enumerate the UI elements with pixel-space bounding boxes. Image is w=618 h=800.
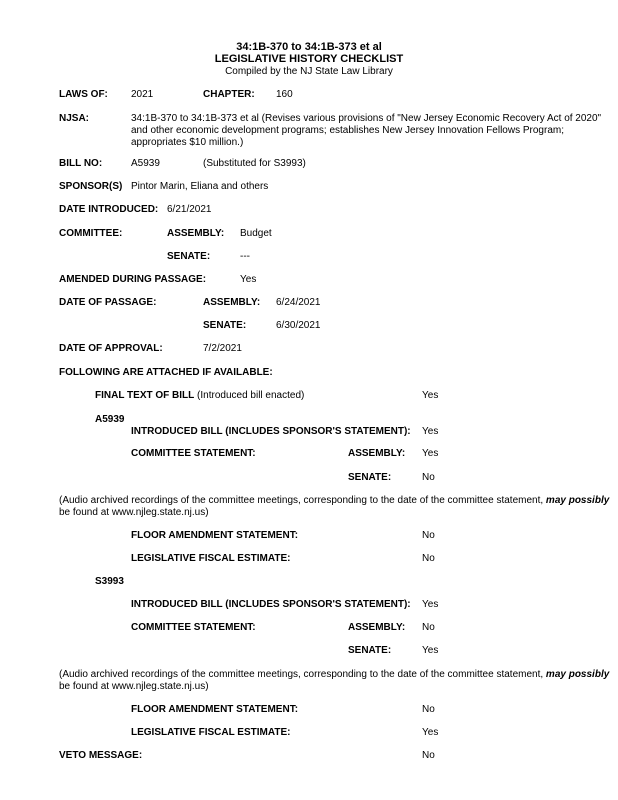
s3993-fiscal-estimate-value: Yes [422,727,439,738]
passage-senate-label: SENATE: [203,320,247,331]
a5939-audio-note-text: (Audio archived recordings of the committee meetings, corresponding to the date of the committee statement, [59,495,544,506]
njsa-description-line1: 34:1B-370 to 34:1B-373 et al (Revises various provisions of "New Jersey Economic Recovery Act of 2020" [131,113,602,124]
s3993-floor-amendment-value: No [422,704,435,715]
a5939-assembly-value: Yes [422,448,439,459]
njsa-label: NJSA: [59,113,90,124]
s3993-committee-statement-label: COMMITTEE STATEMENT: [131,622,256,633]
passage-senate-value: 6/30/2021 [276,320,321,331]
amended-value: Yes [240,274,257,285]
chapter-value: 160 [276,89,293,100]
a5939-senate-label: SENATE: [348,472,392,483]
final-text-value: Yes [422,390,439,401]
passage-assembly-value: 6/24/2021 [276,297,321,308]
sponsor-label: SPONSOR(S) [59,181,123,192]
a5939-fiscal-estimate-value: No [422,553,435,564]
s3993-introduced-value: Yes [422,599,439,610]
s3993-senate-value: Yes [422,645,439,656]
laws-of-label: LAWS OF: [59,89,108,100]
s3993-senate-label: SENATE: [348,645,392,656]
s3993-assembly-label: ASSEMBLY: [348,622,406,633]
final-text-row [95,390,304,402]
committee-assembly-label: ASSEMBLY: [167,228,225,239]
a5939-introduced-label: INTRODUCED BILL (INCLUDES SPONSOR'S STATEMENT): [131,426,411,437]
s3993-assembly-value: No [422,622,435,633]
committee-label: COMMITTEE: [59,228,123,239]
committee-assembly-value: Budget [240,228,272,239]
date-of-passage-label: DATE OF PASSAGE: [59,297,157,308]
date-introduced-value: 6/21/2021 [167,204,212,215]
s3993-heading: S3993 [95,576,124,587]
veto-message-label: VETO MESSAGE: [59,750,143,761]
a5939-fiscal-estimate-label: LEGISLATIVE FISCAL ESTIMATE: [131,553,291,564]
chapter-label: CHAPTER: [203,89,255,100]
s3993-audio-note-line1 [59,669,609,681]
a5939-audio-note-line2: be found at www.njleg.state.nj.us) [59,507,209,518]
sponsor-value: Pintor Marin, Eliana and others [131,181,269,192]
njsa-description-line2: and other economic development programs; establishes New Jersey Innovation Fellows Program; [131,125,564,136]
date-introduced-label: DATE INTRODUCED: [59,204,159,215]
bill-substituted-note: (Substituted for S3993) [203,158,306,169]
laws-of-value: 2021 [131,89,154,100]
date-of-approval-value: 7/2/2021 [203,343,242,354]
a5939-floor-amendment-label: FLOOR AMENDMENT STATEMENT: [131,530,299,541]
veto-message-value: No [422,750,435,761]
committee-senate-label: SENATE: [167,251,211,262]
s3993-audio-note-text: (Audio archived recordings of the committee meetings, corresponding to the date of the committee statement, [59,669,544,680]
passage-assembly-label: ASSEMBLY: [203,297,261,308]
a5939-assembly-label: ASSEMBLY: [348,448,406,459]
a5939-committee-statement-label: COMMITTEE STATEMENT: [131,448,256,459]
a5939-audio-note-emphasis: may possibly [545,495,610,506]
a5939-heading: A5939 [95,414,125,425]
amended-label: AMENDED DURING PASSAGE: [59,274,207,285]
following-attached-heading: FOLLOWING ARE ATTACHED IF AVAILABLE: [59,367,273,378]
s3993-audio-note-emphasis: may possibly [545,669,610,680]
compiled-by: Compiled by the NJ State Law Library [225,66,393,77]
bill-no-value: A5939 [131,158,160,169]
checklist-title: LEGISLATIVE HISTORY CHECKLIST [214,53,404,65]
a5939-introduced-value: Yes [422,426,439,437]
a5939-senate-value: No [422,472,435,483]
s3993-floor-amendment-label: FLOOR AMENDMENT STATEMENT: [131,704,299,715]
s3993-audio-note-line2: be found at www.njleg.state.nj.us) [59,681,209,692]
committee-senate-value: --- [240,251,250,262]
date-of-approval-label: DATE OF APPROVAL: [59,343,163,354]
a5939-floor-amendment-value: No [422,530,435,541]
njsa-description-line3: appropriates $10 million.) [131,137,244,148]
a5939-audio-note-line1 [59,495,609,507]
s3993-fiscal-estimate-label: LEGISLATIVE FISCAL ESTIMATE: [131,727,291,738]
s3993-introduced-label: INTRODUCED BILL (INCLUDES SPONSOR'S STATEMENT): [131,599,411,610]
final-text-label: FINAL TEXT OF BILL [95,390,195,401]
final-text-note: (Introduced bill enacted) [197,390,305,401]
document-title: 34:1B-370 to 34:1B-373 et al [236,41,382,53]
bill-no-label: BILL NO: [59,158,103,169]
